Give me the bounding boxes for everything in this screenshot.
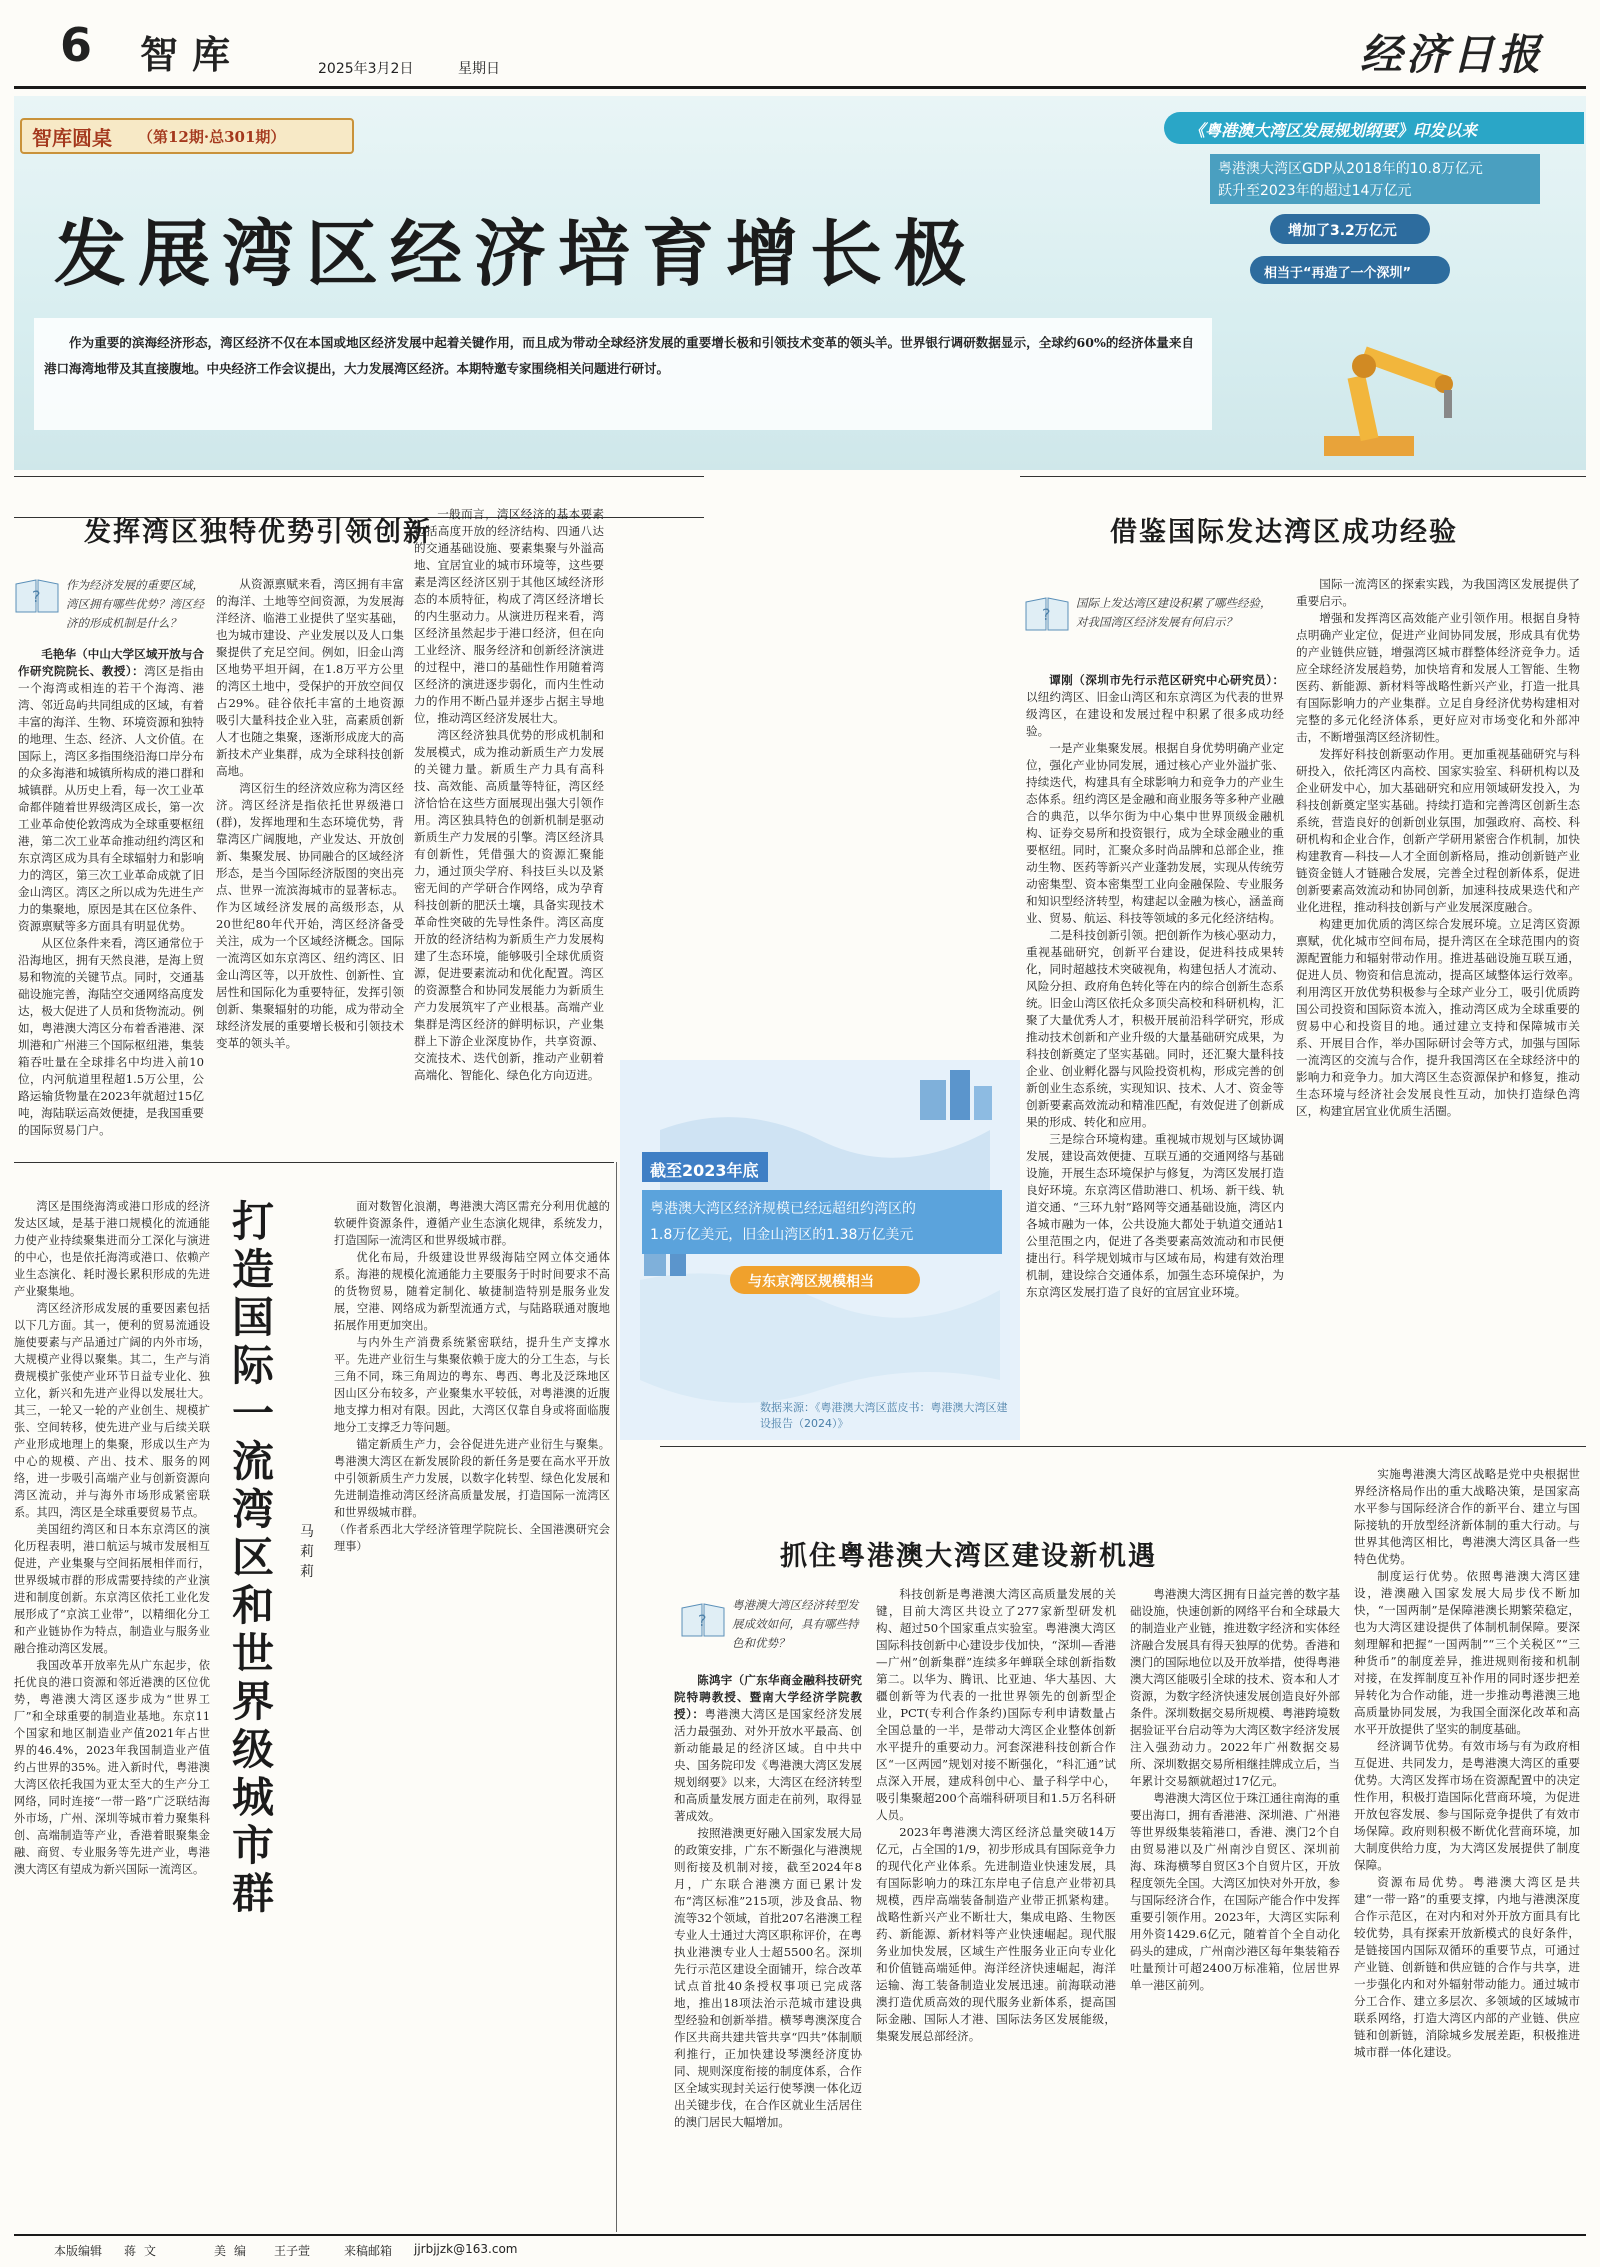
email-address[interactable]: jjrbjjzk@163.com xyxy=(414,2242,518,2256)
article-3-title: 打造国际一流湾区和世界级城市群 xyxy=(232,1197,275,1918)
stat-badge: 增加了3.2万亿元 xyxy=(1288,223,1397,239)
article-4-p6: 粤港澳大湾区位于珠江通往南海的重要出海口，拥有香港港、深圳港、广州港等世界级集装箱港口，香港、澳门2个自由贸易港以及广州南沙自贸区、深圳前海、珠海横琴自贸区3个自贸片区，开放程度领先全国。大湾区加快对外开放，参与国际经济合作，在国际产能合作中发挥重要引领作用。2023年，大湾区实际利用外资1429.6亿元，随着首个全自动化码头的建成，广州南沙港区每年集装箱吞吐量预计可超2400万标准箱，位居世界单一港区前列。 xyxy=(1130,1791,1340,1992)
svg-text:?: ? xyxy=(1042,605,1051,624)
article-3-p3: 美国纽约湾区和日本东京湾区的演化历程表明，港口航运与城市发展相互促进，产业集聚与空间拓展相伴而行，世界级城市群的形成需要持续的产业演进和制度创新。东京湾区依托工业化发展形成了“京滨工业带”，以精细化分工和产业链协作为特点，制造业与服务业融合推动湾区发展。 xyxy=(14,1523,210,1655)
article-4-col-1 xyxy=(674,1672,862,2232)
article-2-p8: 构建更加优质的湾区综合发展环境。立足湾区资源禀赋，优化城市空间布局，提升湾区在全球范围内的资源配置能力和辐射带动作用。推进基础设施互联互通，促进人员、物资和信息流动，提高区域整体运行效率。利用湾区开放优势积极参与全球产业分工，吸引优质跨国公司投资和国际资本流入，推动湾区成为全球重要的贸易中心和投资目的地。通过建立支持和保障城市关系、开展目合作，举办国际研讨会等方式，加强与国际一流湾区的交流与合作，提升我国湾区在全球经济中的影响力和竞争力。加大湾区生态资源保护和修复，推动生态环境与经济社会发展良性互动，加快打造绿色湾区，构建宜居宜业优质生活圈。 xyxy=(1296,917,1580,1118)
article-4-p10: 资源布局优势。粤港澳大湾区是共建“一带一路”的重要支撑，内地与港澳深度合作示范区，在对内和对外开放方面具有比较优势，具有探索开放新模式的良好条件，是链接国内国际双循环的重要节点，可通过产业链、创新链和供应链的合作与共享，进一步强化内和对外辐射带动能力。通过城市分工合作、建立多层次、多领域的区域城市联系网络，打造大湾区内部的产业链、供应链和创新链，消除城乡发展差距，积极推进城市群一体化建设。 xyxy=(1354,1875,1580,2059)
editor-name: 蒋文 xyxy=(124,2244,165,2258)
article-3-p8: 锚定新质生产力，会谷促进先进产业衍生与聚集。粤港澳大湾区在新发展阶段的新任务是要在高水平开放中引领新质生产力发展，以数字化转型、绿色化发展和先进制造推动湾区经济高质量发展，打造国际一流湾区和世界级城市群。 xyxy=(334,1438,610,1519)
stat-title: 《粤港澳大湾区发展规划纲要》印发以来 xyxy=(1189,121,1478,140)
infographic-2 xyxy=(620,1060,1020,1440)
article-3-byline: 马莉莉 xyxy=(300,1524,314,1580)
article-1-question: 作为经济发展的重要区域，湾区拥有哪些优势？湾区经济的形成机制是什么？ xyxy=(66,578,204,630)
article-4-col-2 xyxy=(876,1586,1116,2232)
article-1-p3: 从资源禀赋来看，湾区拥有丰富的海洋、土地等空间资源，为发展海洋经济、临港工业提供了坚实基础，也为城市建设、产业发展以及人口集聚提供了充足空间。例如，旧金山湾区地势平坦开阔，在1.8万平方公里的湾区土地中，受保护的开放空间仅占29%。硅谷依托丰富的土地资源吸引大量科技企业入驻，高素质创新人才也随之集聚，逐渐形成庞大的高新技术产业集群，成为全球科技创新高地。 xyxy=(216,577,404,778)
robot-arm-illustration xyxy=(1294,306,1494,466)
article-4-col-4 xyxy=(1354,1466,1580,2232)
article-4 xyxy=(660,1446,1586,2232)
article-4-p5: 粤港澳大湾区拥有日益完善的数字基础设施，快速创新的网络平台和全球最大的制造业产业链，推进数字经济和实体经济融合发展具有得天独厚的优势。香港和澳门的国际地位以及开放举措，使得粤港澳大湾区能吸引全球的技术、资本和人才资源，为数字经济快速发展创造良好外部条件。深圳数据交易所规模、粤港跨境数据验证平台启动等为大湾区数字经济发展注入强劲动力。2022年广州数据交易所、深圳数据交易所相继挂牌成立后，当年累计交易额就超过17亿元。 xyxy=(1130,1587,1340,1788)
article-2-title: 借鉴国际发达湾区成功经验 xyxy=(1110,517,1458,548)
section-name: 智库 xyxy=(140,32,245,77)
article-2-question: 国际上发达湾区建设积累了哪些经验，对我国湾区经济发展有何启示？ xyxy=(1076,596,1272,629)
article-1-p5: 一般而言，湾区经济的基本要素包括高度开放的经济结构、四通八达的交通基础设施、要素集聚与外溢高地、宜居宜业的城市环境等，这些要素是湾区经济区别于其他区域经济形态的本质特征，构成了湾区经济增长的内生驱动力。从演进历程来看，湾区经济虽然起步于港口经济，但在向工业经济、服务经济和创新经济演进的过程中，港口的基础性作用随着湾区经济的演进逐步弱化，而内生性动力的作用不断凸显并逐步占据主导地位，推动湾区经济发展壮大。 xyxy=(414,507,604,725)
article-4-title: 抓住粤港澳大湾区建设新机遇 xyxy=(780,1541,1157,1572)
article-3-p6: 优化布局，升级建设世界级海陆空网立体交通体系。海港的规模化流通能力主要服务于时时间要求不高的货物贸易，随着定制化、敏捷制造特别是服务业发展，空港、网络成为新型流通方式，与陆路联通对腹地拓展作用更加突出。 xyxy=(334,1251,610,1332)
designer-label: 美编 xyxy=(214,2244,255,2258)
article-1-p6: 湾区经济独具优势的形成机制和发展模式，成为推动新质生产力发展的关键力量。新质生产力具有高科技、高效能、高质量等特征，湾区经济恰恰在这些方面展现出强大引领作用。湾区独具特色的创新机制是驱动新质生产力发展的引擎。湾区经济具有创新性，凭借强大的资源汇聚能力，通过顶尖学府、科技巨头以及紧密无间的产学研合作网络，成为孕育科技创新的肥沃土壤，具备实现技术革命性突破的先导性条件。湾区高度开放的经济结构为新质生产力发展构建了生态环境，能够吸引全球优质资源，促进要素流动和优化配置。湾区的资源整合和协同发展能力为新质生产力发展筑牢了产业根基。高端产业集群是湾区经济的鲜明标识，产业集群上下游企业深度协作，共享资源、交流技术、迭代创新，推动产业朝着高端化、智能化、绿色化方向迈进。 xyxy=(414,728,604,1082)
question-book-icon xyxy=(14,576,60,616)
article-4-author: 陈鸿宇（广东华商金融科技研究院特聘教授、暨南大学经济学院教授）： xyxy=(674,1673,862,1721)
article-3-p1: 湾区是围绕海湾或港口形成的经济发达区域，是基于港口规模化的流通能力使产业持续聚集进而分工深化与演进的中心，也是依托海湾或港口、依赖产业生态演化、耗时漫长累积形成的先进产业聚集地。 xyxy=(14,1200,210,1298)
article-4-p7: 实施粤港澳大湾区战略是党中央根据世界经济格局作出的重大战略决策，是国家高水平参与国际经济合作的新平台、建立与国际接轨的开放型经济新体制的重大行动。与世界其他湾区相比，粤港澳大湾区具备一些特色优势。 xyxy=(1354,1467,1580,1566)
article-4-p8: 制度运行优势。依照粤港澳大湾区建设，港澳融入国家发展大局步伐不断加快，“一国两制”是保障港澳长期繁荣稳定，也为大湾区建设提供了体制机制保障。要深刻理解和把握“一国两制”“三个关税区”“三种货币”的制度差异，推进规则衔接和机制对接，在发挥制度互补作用的同时逐步把差异转化为合作动能，进一步推动粤港澳三地高质量协同发展，为我国全面深化改革和高水平开放提供了坚实的制度基础。 xyxy=(1354,1569,1580,1736)
article-1-p1: 湾区是指由一个海湾或相连的若干个海湾、港湾、邻近岛屿共同组成的区域，有着丰富的海洋、生物、环境资源和独特的地理、生态、经济、人文价值。在国际上，湾区多指围绕沿海口岸分布的众多海港和城镇所构成的港口群和城镇群。从历史上看，每一次工业革命都伴随着世界级湾区成长，第一次工业革命使伦敦湾成为全球重要枢纽港，第二次工业革命推动纽约湾区和东京湾区成为具有全球辐射力和影响力的湾区，第三次工业革命成就了旧金山湾区。湾区之所以成为先进生产力的集聚地，原因是其在区位条件、资源禀赋等多方面具有明显优势。 xyxy=(18,664,204,933)
article-2-p7: 发挥好科技创新驱动作用。更加重视基础研究与科研投入，依托湾区内高校、国家实验室、科研机构以及企业研发中心，加大基础研究和应用领域研发投入，为科技创新奠定坚实基础。持续打造和完善湾区创新生态系统，营造良好的创新创业氛围，加强政府、高校、科研机构和企业合作，创新产学研用紧密合作机制，加快构建教育—科技—人才全面创新格局，推动创新链产业链资金链人才链融合发展，完善全过程创新体系，促进创新要素高效流动和协同创新，加速科技成果迭代和产业化进程，推动科技创新与产业发展深度融合。 xyxy=(1296,747,1580,914)
article-1-p2: 从区位条件来看，湾区通常位于沿海地区，拥有天然良港，是海上贸易和物流的关键节点。同时，交通基础设施完善，海陆空交通网络高度发达，极大促进了人员和货物流动。例如，粤港澳大湾区分布着香港港、深圳港和广州港三个国际枢纽港，集装箱吞吐量在全球排名中均进入前10位，内河航道里程超1.5万公里，公路运输货物量在2023年就超过15亿吨，海陆联运高效便捷，是我国重要的国际贸易门户。 xyxy=(18,936,204,1137)
column-tag: 智库圆桌 xyxy=(32,126,112,150)
article-2-author: 谭刚（深圳市先行示范区研究中心研究员）： xyxy=(1049,673,1284,687)
column-issue: （第12期·总301期） xyxy=(138,128,286,146)
article-2 xyxy=(1020,476,1586,1406)
stat-note: 相当于“再造了一个深圳” xyxy=(1264,266,1412,281)
infographic-line2: 1.8万亿美元，旧金山湾区的1.38万亿美元 xyxy=(650,1227,914,1243)
designer-name: 王子萱 xyxy=(274,2244,311,2258)
article-3-col-1 xyxy=(14,1198,210,2228)
stat-line1: 粤港澳大湾区GDP从2018年的10.8万亿元 xyxy=(1218,161,1483,177)
article-2-p4: 三是综合环境构建。重视城市规划与区域协调发展，建设高效便捷、互联互通的交通网络与基础设施，开展生态环境保护与修复，为湾区发展打造良好环境。东京湾区借助港口、机场、新干线、轨道交通、“三环九射”路网等交通基础设施，湾区内各城市融为一体，公共设施大都处于轨道交通站1公里范围之内，促进了各类要素高效流动和市民便捷出行。科学规划城市与区域布局，构建有效治理机制，建设综合交通体系，加强生态环境保护，为东京湾区发展打造了良好的宜居宜业环境。 xyxy=(1026,1132,1284,1299)
article-2-col-2 xyxy=(1296,576,1580,1406)
article-1-col-1 xyxy=(18,646,204,1156)
paper-logo: 经济日报 xyxy=(1360,30,1545,79)
editor-label: 本版编辑 xyxy=(54,2244,103,2258)
article-2-p1: 以纽约湾区、旧金山湾区和东京湾区为代表的世界级湾区，在建设和发展过程中积累了很多成功经验。 xyxy=(1026,690,1284,738)
article-2-p5: 国际一流湾区的探索实践，为我国湾区发展提供了重要启示。 xyxy=(1296,577,1580,608)
article-3-p5: 面对数智化浪潮，粤港澳大湾区需充分利用优越的软硬件资源条件，遵循产业生态演化规律，系统发力，打造国际一流湾区和世界级城市群。 xyxy=(334,1200,610,1247)
article-3-p7: 与内外生产消费系统紧密联结，提升生产支撑水平。先进产业衍生与集聚依赖于庞大的分工生态，与长三角不同，珠三角周边的粤东、粤西、粤北及泛珠地区因山区分布较多，产业聚集水平较低，对粤港澳的近腹地支撑力相对有限。因此，大湾区仅靠自身或将面临腹地分工支撑乏力等问题。 xyxy=(334,1336,610,1434)
article-2-p6: 增强和发挥湾区高效能产业引领作用。根据自身特点明确产业定位，促进产业间协同发展，形成具有优势的产业链供应链，增强湾区城市群整体经济竞争力。适应全球经济发展趋势，加快培育和发展人工智能、生物医药、新能源、新材料等战略性新兴产业，打造一批具有国际影响力的产业集群。立足自身经济优势构建相对完整的多元化经济体系，更好应对市场变化和外部冲击，不断增强湾区经济韧性。 xyxy=(1296,611,1580,744)
question-book-icon xyxy=(680,1600,726,1640)
divider xyxy=(616,1162,617,2232)
article-2-col-1 xyxy=(1026,672,1284,1406)
email-label: 来稿邮箱 xyxy=(344,2244,393,2258)
article-2-p3: 二是科技创新引领。把创新作为核心驱动力，重视基础研究，创新平台建设，促进科技成果转化，同时超越技术突破视角，构建包括人才流动、风险分担、政府角色转化等在内的综合创新生态系统。旧金山湾区依托众多顶尖高校和科研机构，汇聚了大量优秀人才，积极开展前沿科学研究，形成推动技术创新和产业升级的大量基础研究成果，为科技创新奠定了坚实基础。同时，还汇聚大量科技企业、创业孵化器与风险投资机构，形成完善的创新创业生态系统，实现知识、技术、人才、资金等创新要素高效流动和精准匹配，有效促进了创新成果的形成、转化和应用。 xyxy=(1026,928,1284,1129)
issue-weekday: 星期日 xyxy=(458,61,500,77)
article-4-question: 粤港澳大湾区经济转型发展成效如何，具有哪些特色和优势？ xyxy=(732,1598,859,1650)
infographic-source: 数据来源：《粤港澳大湾区蓝皮书：粤港澳大湾区建设报告（2024）》 xyxy=(760,1401,1008,1430)
svg-text:?: ? xyxy=(32,587,41,606)
question-book-icon xyxy=(1024,594,1070,634)
infographic-label: 截至2023年底 xyxy=(650,1161,759,1180)
infographic-badge: 与东京湾区规模相当 xyxy=(748,1274,874,1290)
banner-headline: 发展湾区经济培育增长极 xyxy=(54,212,979,296)
banner xyxy=(14,96,1586,470)
infographic-line1: 粤港澳大湾区经济规模已经远超纽约湾区的 xyxy=(650,1201,916,1217)
article-4-p1: 粤港澳大湾区是国家经济发展活力最强劲、对外开放水平最高、创新动能最足的经济区域。自中共中央、国务院印发《粤港澳大湾区发展规划纲要》以来，大湾区在经济转型和高质量发展方面走在前列，取得显著成效。 xyxy=(674,1707,862,1823)
masthead-rule xyxy=(14,86,1586,89)
article-4-p4: 2023年粤港澳大湾区经济总量突破14万亿元，占全国的1/9，初步形成具有国际竞争力的现代化产业体系。先进制造业快速发展，具有国际影响力的珠江东岸电子信息产业带初具规模，西岸高端装备制造产业带正抓紧构建。战略性新兴产业不断壮大，集成电路、生物医药、新能源、新材料等产业快速崛起。现代服务业加快发展，区域生产性服务业正向专业化和价值链高端延伸。海洋经济快速崛起，海洋运输、海工装备制造业发展迅速。前海联动港澳打造优质高效的现代服务业新体系，提高国际金融、国际人才港、国际法务区发展能级，集聚发展总部经济。 xyxy=(876,1825,1116,2043)
article-3 xyxy=(14,1162,614,2232)
article-1-col-3 xyxy=(414,506,604,1156)
intro-text: 作为重要的滨海经济形态，湾区经济不仅在本国或地区经济发展中起着关键作用，而且成为带动全球经济发展的重要增长极和引领技术变革的领头羊。世界银行调研数据显示，全球约60%的经济体量来自港口海湾地带及其直接腹地。中央经济工作会议提出，大力发展湾区经济。本期特邀专家围绕相关问题进行研讨。 xyxy=(44,335,1194,376)
article-3-p4: 我国改革开放率先从广东起步，依托优良的港口资源和邻近港澳的区位优势，粤港澳大湾区逐步成为“世界工厂”和全球重要的制造业基地。东京11个国家和地区制造业产值2021年占世界的46.4%，2023年我国制造业产值约占世界的35%。进入新时代，粤港澳大湾区依托我国为亚太至大的生产分工网络，同时连接“一带一路”广泛联结海外市场，广州、深圳等城市着力聚集科创、高端制造等产业，香港着眼聚集金融、商贸、专业服务等先进产业，粤港澳大湾区有望成为新兴国际一流湾区。 xyxy=(14,1659,210,1876)
masthead xyxy=(0,0,1600,92)
footer xyxy=(14,2234,1586,2266)
article-3-p2: 湾区经济形成发展的重要因素包括以下几方面。其一，便利的贸易流通设施使要素与产品通过广阔的内外市场，大规模产业得以聚集。其二，生产与消费规模扩张使产业环节日益专业化、独立化，新兴和先进产业得以发展壮大。其三，一轮又一轮的产业创生、规模扩张、空间转移，使先进产业与后续关联产业形成地理上的集聚，形成以生产为中心的规模、产出、技术、服务的网络，进一步吸引高端产业与创新资源向湾区流动，并与海外市场形成紧密联系。其四，湾区是全球重要贸易节点。 xyxy=(14,1302,210,1519)
article-4-p3: 科技创新是粤港澳大湾区高质量发展的关键，目前大湾区共设立了277家新型研发机构、超过50个国家重点实验室。粤港澳大湾区国际科技创新中心建设步伐加快，“深圳—香港—广州”创新集群”连续多年蝉联全球创新指数第二。以华为、腾讯、比亚迪、华大基因、大疆创新等为代表的一批世界领先的创新型企业，PCT(专利合作条约)国际专利申请数量占全国总量的一半，是带动大湾区企业整体创新水平提升的重要动力。河套深港科技创新合作区“一区两园”规划对接不断强化，“科汇通”试点深入开展，建成科创中心、量子科学中心，吸引集聚超200个高端科研项目和1.5万名科研人员。 xyxy=(876,1587,1116,1822)
article-3-footnote: （作者系西北大学经济管理学院院长、全国港澳研究会理事） xyxy=(334,1523,610,1553)
article-4-p9: 经济调节优势。有效市场与有为政府相互促进、共同发力，是粤港澳大湾区的重要优势。大湾区发挥市场在资源配置中的决定性作用，积极打造国际化营商环境，为促进开放包容发展、参与国际竞争提供了有效市场保障。政府则积极不断优化营商环境，加大制度供给力度，为大湾区发展提供了制度保障。 xyxy=(1354,1739,1580,1872)
article-4-p2: 按照港澳更好融入国家发展大局的政策安排，广东不断强化与港澳规则衔接及机制对接，截至2024年8月，广东联合港澳方面已累计发布“湾区标准”215项，涉及食品、物流等32个领域，首批207名港澳工程专业人士通过大湾区职称评价，在粤执业港澳专业人士超5500名。深圳先行示范区建设全面铺开，综合改革试点首批40条授权事项已完成落地，推出18项法治示范城市建设典型经验和创新举措。横琴粤澳深度合作区共商共建共管共享“四共”体制顺利推行，正加快建设琴澳经济度协同、规则深度衔接的制度体系，合作区全域实现封关运行使琴澳一体化迈出关键步伐，在合作区就业生活居住的澳门居民大幅增加。 xyxy=(674,1826,862,2129)
article-1 xyxy=(14,476,1024,1156)
issue-date: 2025年3月2日 xyxy=(318,61,414,77)
page-number: 6 xyxy=(60,18,93,72)
article-2-p2: 一是产业集聚发展。根据自身优势明确产业定位，强化产业协同发展，通过核心产业外溢扩张、持续迭代，构建具有全球影响力和竞争力的产业生态体系。纽约湾区是金融和商业服务等多种产业融合的典范，以华尔街为中心集中世界顶级金融机构、证券交易所和投资银行，成为全球金融业的重要枢纽。同时，汇聚众多时尚品牌和总部企业，推动生物、医药等新兴产业蓬勃发展，实现从传统劳动密集型、资本密集型工业向金融保险、专业服务和知识型经济转型，构建起以金融为核心，涵盖商业、贸易、航运、科技等领域的多元化经济结构。 xyxy=(1026,741,1284,925)
article-1-col-2 xyxy=(216,576,404,1156)
article-3-col-2 xyxy=(334,1198,610,2228)
article-1-p4: 湾区衍生的经济效应称为湾区经济。湾区经济是指依托世界级港口(群)，发挥地理和生态环境优势，背靠湾区广阔腹地，产业发达、开放创新、集聚发展、协同融合的区域经济形态，是当今国际经济版图的突出亮点、世界一流滨海城市的显著标志。作为区域经济发展的高级形态，从20世纪80年代开始，湾区经济备受关注，成为一个区域经济概念。国际一流湾区如东京湾区、纽约湾区、旧金山湾区等，以开放性、创新性、宜居性和国际化为重要特征，发挥引领创新、集聚辐射的功能，成为带动全球经济发展的重要增长极和引领技术变革的领头羊。 xyxy=(216,781,404,1050)
article-1-author: 毛艳华（中山大学区域开放与合作研究院院长、教授）： xyxy=(18,647,204,678)
svg-text:?: ? xyxy=(698,1611,707,1630)
article-4-col-3 xyxy=(1130,1586,1340,2232)
stat-line2: 跃升至2023年的超过14万亿元 xyxy=(1218,183,1412,199)
article-1-title: 发挥湾区独特优势引领创新 xyxy=(84,517,432,548)
